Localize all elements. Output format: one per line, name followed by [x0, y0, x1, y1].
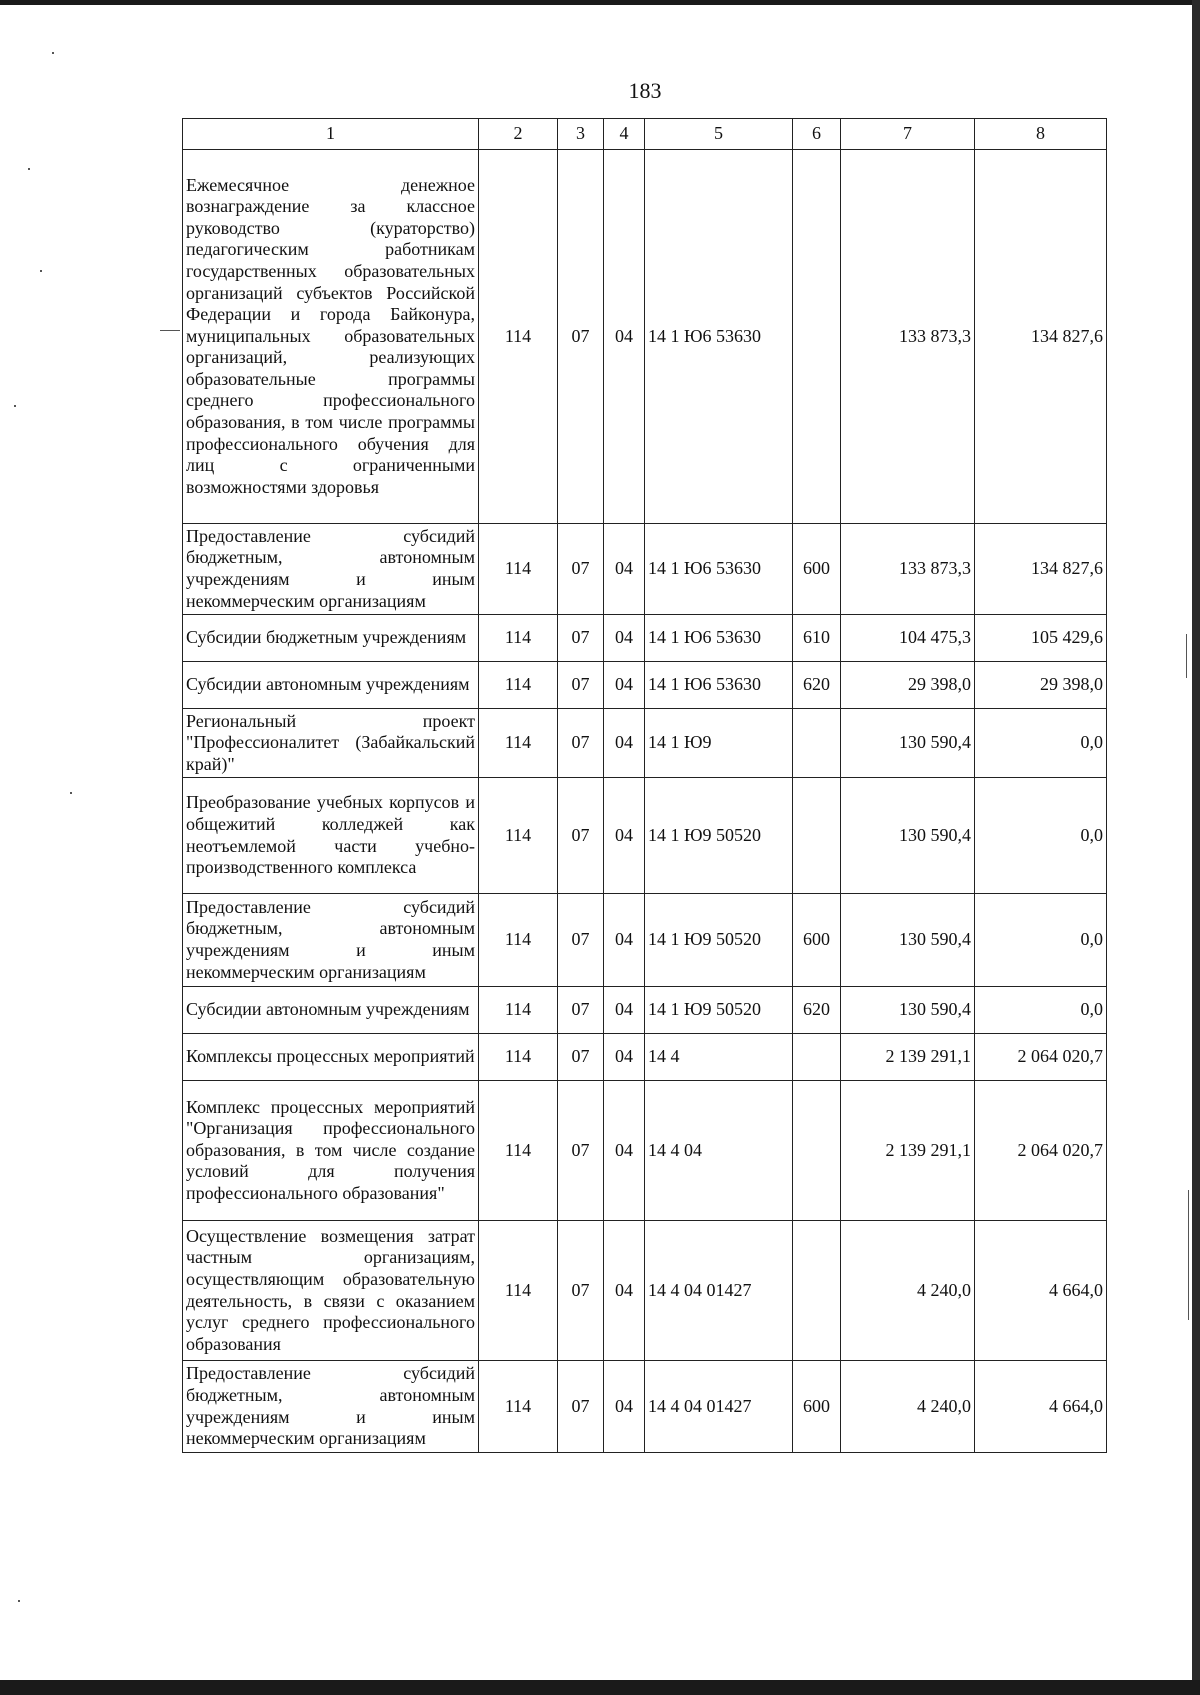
cell-expense-type: 620 [793, 987, 841, 1034]
table-row [183, 987, 1107, 1034]
cell-code-4: 04 [604, 778, 645, 894]
cell-code-4: 04 [604, 894, 645, 987]
cell-amount-8: 134 827,6 [975, 524, 1107, 615]
column-header: 7 [841, 119, 975, 150]
row-name: Ежемесячное денежное вознаграждение за классное руководство (кураторство) педагогическим работникам государственных образовательных организаций субъектов Российской Федерации и города Байконура, муниципальных образовательных организаций, реализующих образовательные программы среднего профессионального образования, в том числе программы профессионального обучения для лиц с ограниченными возможностями здоровья [183, 150, 479, 524]
cell-code-4: 04 [604, 1081, 645, 1221]
cell-code-3: 07 [558, 709, 604, 778]
cell-code-4: 04 [604, 1221, 645, 1361]
cell-code-3: 07 [558, 1221, 604, 1361]
budget-table [182, 118, 1107, 1453]
cell-code-3: 07 [558, 894, 604, 987]
row-name: Субсидии автономным учреждениям [183, 987, 479, 1034]
cell-code-2: 114 [479, 778, 558, 894]
cell-amount-7: 104 475,3 [841, 615, 975, 662]
cell-amount-7: 130 590,4 [841, 778, 975, 894]
cell-expense-type: 610 [793, 615, 841, 662]
table-row [183, 150, 1107, 524]
cell-expense-type [793, 1034, 841, 1081]
cell-target-code: 14 1 Ю6 53630 [645, 615, 793, 662]
cell-code-4: 04 [604, 1361, 645, 1453]
scan-speck [160, 330, 180, 331]
cell-amount-7: 4 240,0 [841, 1221, 975, 1361]
table-row [183, 894, 1107, 987]
scan-speck [1186, 634, 1187, 678]
cell-amount-8: 0,0 [975, 894, 1107, 987]
cell-target-code: 14 4 04 [645, 1081, 793, 1221]
cell-amount-7: 130 590,4 [841, 987, 975, 1034]
scan-speck [28, 168, 30, 170]
cell-amount-7: 2 139 291,1 [841, 1081, 975, 1221]
cell-code-3: 07 [558, 987, 604, 1034]
cell-amount-8: 2 064 020,7 [975, 1034, 1107, 1081]
cell-code-2: 114 [479, 709, 558, 778]
cell-code-4: 04 [604, 987, 645, 1034]
column-header: 8 [975, 119, 1107, 150]
cell-target-code: 14 1 Ю9 [645, 709, 793, 778]
cell-amount-7: 130 590,4 [841, 709, 975, 778]
cell-code-2: 114 [479, 1034, 558, 1081]
cell-code-2: 114 [479, 662, 558, 709]
cell-expense-type [793, 778, 841, 894]
cell-code-4: 04 [604, 1034, 645, 1081]
cell-code-2: 114 [479, 894, 558, 987]
row-name: Осуществление возмещения затрат частным организациям, осуществляющим образовательную деятельность, в связи с оказанием услуг среднего профессионального образования [183, 1221, 479, 1361]
scan-speck [14, 405, 16, 407]
cell-expense-type [793, 150, 841, 524]
cell-expense-type [793, 1221, 841, 1361]
table-row [183, 615, 1107, 662]
cell-amount-8: 0,0 [975, 709, 1107, 778]
cell-code-3: 07 [558, 1034, 604, 1081]
column-header: 5 [645, 119, 793, 150]
row-name: Комплекс процессных мероприятий "Организация профессионального образования, в том числе создание условий для получения профессионального образования" [183, 1081, 479, 1221]
cell-code-3: 07 [558, 1361, 604, 1453]
cell-expense-type: 620 [793, 662, 841, 709]
table-row [183, 709, 1107, 778]
scan-right-border [1192, 0, 1200, 1695]
page-number: 183 [628, 78, 662, 103]
column-header: 2 [479, 119, 558, 150]
table-header-row [183, 119, 1107, 150]
cell-target-code: 14 4 04 01427 [645, 1361, 793, 1453]
column-header: 4 [604, 119, 645, 150]
cell-amount-8: 105 429,6 [975, 615, 1107, 662]
cell-code-4: 04 [604, 615, 645, 662]
scan-top-border [0, 0, 1200, 5]
cell-target-code: 14 1 Ю6 53630 [645, 524, 793, 615]
cell-code-3: 07 [558, 778, 604, 894]
cell-target-code: 14 1 Ю6 53630 [645, 150, 793, 524]
cell-code-2: 114 [479, 150, 558, 524]
cell-code-3: 07 [558, 150, 604, 524]
column-header: 6 [793, 119, 841, 150]
cell-amount-7: 29 398,0 [841, 662, 975, 709]
cell-amount-8: 4 664,0 [975, 1221, 1107, 1361]
cell-amount-7: 2 139 291,1 [841, 1034, 975, 1081]
cell-code-4: 04 [604, 150, 645, 524]
table-row [183, 1034, 1107, 1081]
cell-expense-type [793, 709, 841, 778]
table-row [183, 778, 1107, 894]
cell-target-code: 14 4 04 01427 [645, 1221, 793, 1361]
scan-speck [1188, 1190, 1189, 1320]
cell-code-2: 114 [479, 524, 558, 615]
scan-speck [40, 270, 42, 272]
cell-target-code: 14 1 Ю9 50520 [645, 894, 793, 987]
cell-amount-7: 130 590,4 [841, 894, 975, 987]
cell-code-2: 114 [479, 1081, 558, 1221]
cell-target-code: 14 4 [645, 1034, 793, 1081]
cell-target-code: 14 1 Ю9 50520 [645, 987, 793, 1034]
cell-target-code: 14 1 Ю9 50520 [645, 778, 793, 894]
row-name: Предоставление субсидий бюджетным, автономным учреждениям и иным некоммерческим организациям [183, 524, 479, 615]
cell-amount-7: 4 240,0 [841, 1361, 975, 1453]
row-name: Предоставление субсидий бюджетным, автономным учреждениям и иным некоммерческим организациям [183, 1361, 479, 1453]
column-header: 3 [558, 119, 604, 150]
table-row [183, 662, 1107, 709]
cell-amount-8: 4 664,0 [975, 1361, 1107, 1453]
scan-speck [52, 52, 54, 54]
table-row [183, 1081, 1107, 1221]
cell-amount-8: 0,0 [975, 987, 1107, 1034]
row-name: Предоставление субсидий бюджетным, автономным учреждениям и иным некоммерческим организациям [183, 894, 479, 987]
cell-amount-8: 2 064 020,7 [975, 1081, 1107, 1221]
cell-amount-7: 133 873,3 [841, 150, 975, 524]
cell-code-2: 114 [479, 615, 558, 662]
cell-code-3: 07 [558, 524, 604, 615]
cell-code-3: 07 [558, 662, 604, 709]
scan-speck [18, 1600, 20, 1602]
cell-code-2: 114 [479, 1221, 558, 1361]
cell-code-4: 04 [604, 709, 645, 778]
cell-code-4: 04 [604, 662, 645, 709]
row-name: Субсидии автономным учреждениям [183, 662, 479, 709]
cell-expense-type [793, 1081, 841, 1221]
cell-expense-type: 600 [793, 1361, 841, 1453]
table-row [183, 1361, 1107, 1453]
cell-code-3: 07 [558, 1081, 604, 1221]
cell-amount-8: 134 827,6 [975, 150, 1107, 524]
cell-expense-type: 600 [793, 894, 841, 987]
cell-amount-7: 133 873,3 [841, 524, 975, 615]
cell-expense-type: 600 [793, 524, 841, 615]
row-name: Субсидии бюджетным учреждениям [183, 615, 479, 662]
cell-code-4: 04 [604, 524, 645, 615]
cell-code-2: 114 [479, 1361, 558, 1453]
row-name: Комплексы процессных мероприятий [183, 1034, 479, 1081]
cell-amount-8: 0,0 [975, 778, 1107, 894]
cell-code-2: 114 [479, 987, 558, 1034]
cell-amount-8: 29 398,0 [975, 662, 1107, 709]
row-name: Преобразование учебных корпусов и общежитий колледжей как неотъемлемой части учебно-производственного комплекса [183, 778, 479, 894]
table-row [183, 524, 1107, 615]
cell-target-code: 14 1 Ю6 53630 [645, 662, 793, 709]
table-row [183, 1221, 1107, 1361]
cell-code-3: 07 [558, 615, 604, 662]
row-name: Региональный проект "Профессионалитет (Забайкальский край)" [183, 709, 479, 778]
column-header: 1 [183, 119, 479, 150]
scan-bottom-border [0, 1680, 1200, 1695]
scan-speck [70, 792, 72, 794]
